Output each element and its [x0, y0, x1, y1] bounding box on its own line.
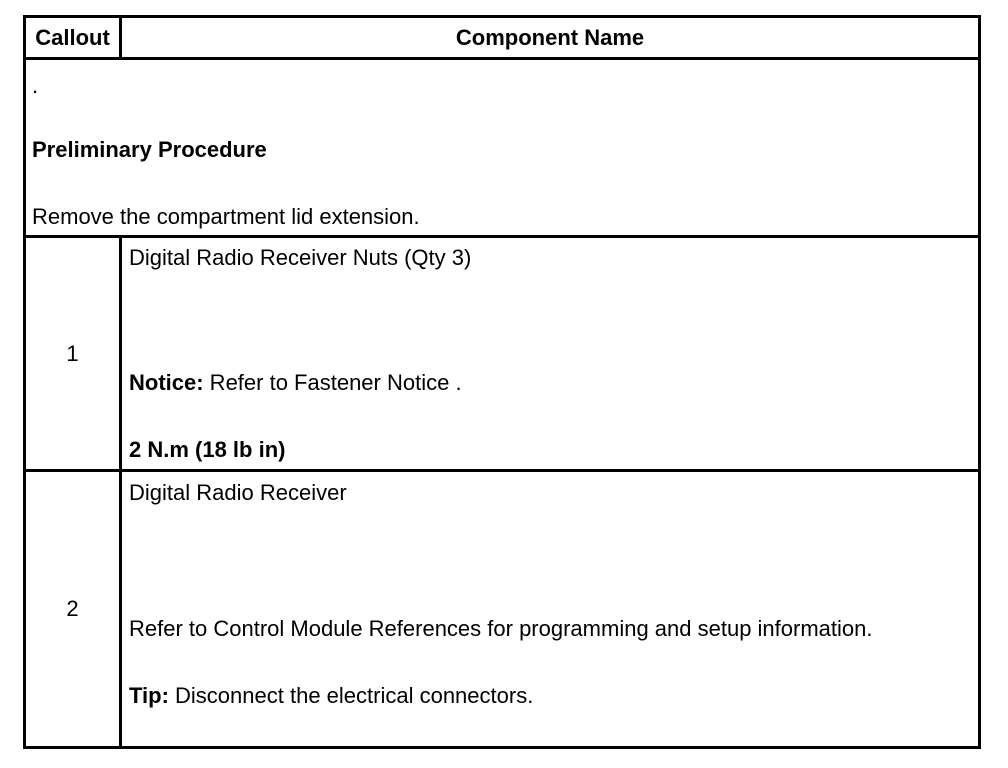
tip-text: Disconnect the electrical connectors. [168, 683, 534, 708]
tip-line [129, 683, 533, 709]
table-header [26, 18, 978, 60]
preliminary-step: Remove the compartment lid extension. [32, 204, 420, 229]
row-content [122, 472, 978, 746]
torque-spec: 2 N.m (18 lb in) [129, 437, 286, 462]
row-content [122, 238, 978, 469]
callout-column-header: Callout [26, 18, 122, 57]
component-name: Digital Radio Receiver [129, 480, 347, 505]
preliminary-procedure-title: Preliminary Procedure [32, 137, 267, 162]
table-row [26, 472, 978, 746]
tip-label: Tip: [129, 683, 169, 708]
preliminary-dot: . [32, 73, 39, 98]
table-row [26, 238, 978, 472]
info-text: Refer to Control Module References for programming and setup information. [129, 616, 873, 641]
preliminary-procedure-section [26, 60, 978, 238]
component-name: Digital Radio Receiver Nuts (Qty 3) [129, 245, 472, 270]
notice-label: Notice: [129, 370, 204, 395]
component-name-column-header: Component Name [455, 24, 645, 50]
callout-number: 2 [26, 472, 122, 746]
notice-text: Refer to Fastener Notice . [203, 370, 462, 395]
callout-number: 1 [26, 238, 122, 469]
notice-line [129, 370, 462, 396]
procedure-table [23, 15, 981, 749]
